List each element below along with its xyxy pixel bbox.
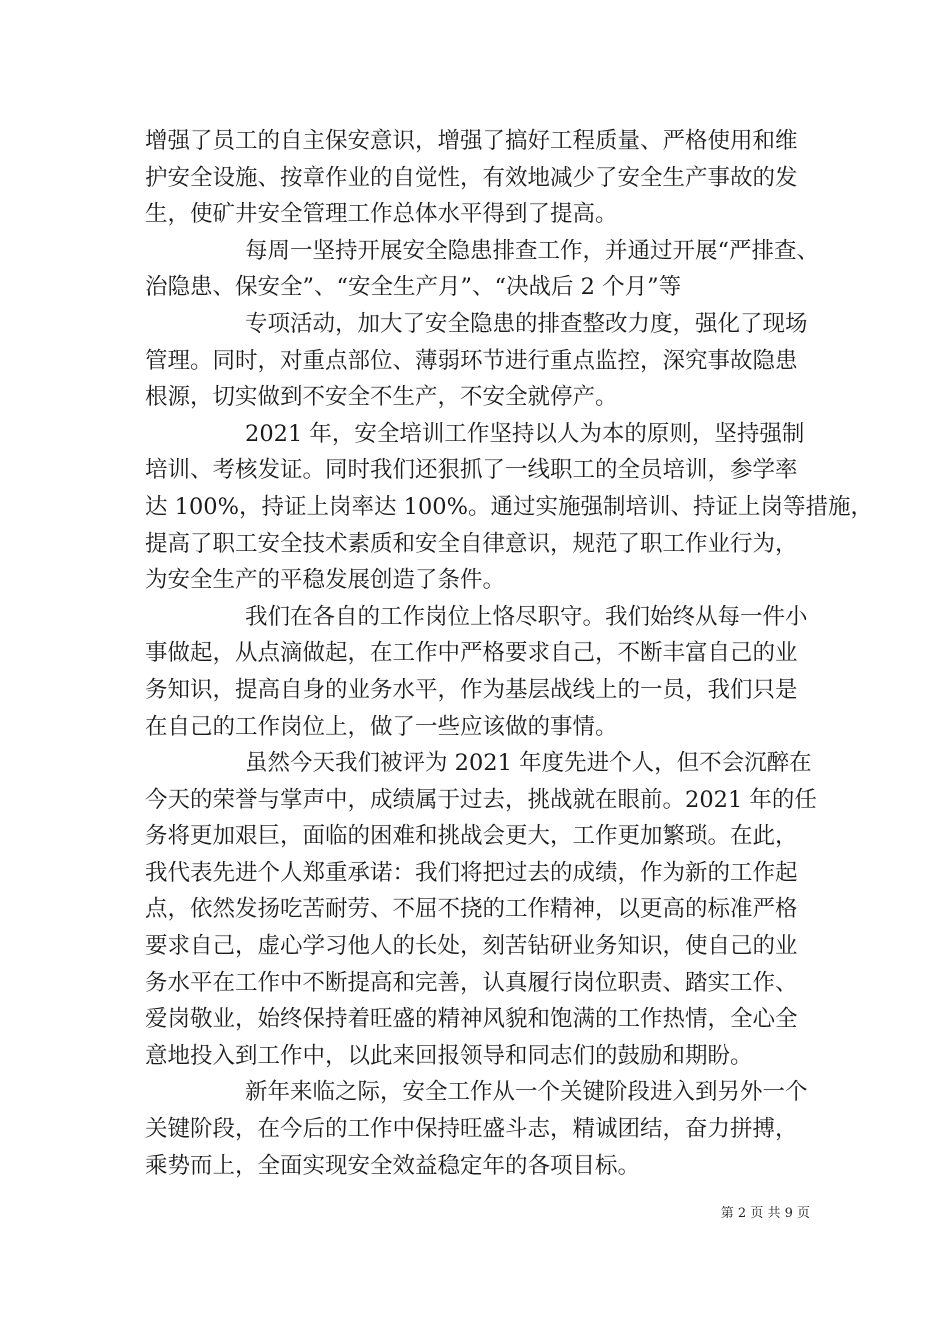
paragraph xyxy=(145,123,815,233)
paragraph xyxy=(145,1074,815,1184)
paragraph xyxy=(145,599,815,745)
text-line: 务将更加艰巨，面临的困难和挑战会更大，工作更加繁琐。在此， xyxy=(145,823,798,850)
text-line: 根源，切实做到不安全不生产，不安全就停产。 xyxy=(145,384,618,411)
text-line: 事做起，从点滴做起，在工作中严格要求自己，不断丰富自己的业 xyxy=(145,640,798,667)
text-line: 意地投入到工作中，以此来回报领导和同志们的鼓励和期盼。 xyxy=(145,1042,753,1069)
text-line: 提高了职工安全技术素质和安全自律意识，规范了职工作业行为， xyxy=(145,530,798,557)
text-line: 培训、考核发证。同时我们还狠抓了一线职工的全员培训，参学率 xyxy=(145,457,798,484)
text-line: 点，依然发扬吃苦耐劳、不屈不挠的工作精神，以更高的标准严格 xyxy=(145,896,798,923)
text-line: 每周一坚持开展安全隐患排查工作，并通过开展“严排查、 xyxy=(245,237,820,264)
text-line: 今天的荣誉与掌声中，成绩属于过去，挑战就在眼前。2021 年的任 xyxy=(145,786,817,813)
text-line: 我代表先进个人郑重承诺：我们将把过去的成绩，作为新的工作起 xyxy=(145,859,798,886)
text-line: 关键阶段，在今后的工作中保持旺盛斗志，精诚团结，奋力拼搏， xyxy=(145,1116,798,1143)
body-text xyxy=(145,123,873,1184)
text-line: 2021 年，安全培训工作坚持以人为本的原则，坚持强制 xyxy=(245,420,805,447)
text-line: 治隐患、保安全”、“安全生产月”、“决战后 2 个月”等 xyxy=(145,274,682,301)
text-line: 务知识，提高自身的业务水平，作为基层战线上的一员，我们只是 xyxy=(145,676,798,703)
text-line: 新年来临之际，安全工作从一个关键阶段进入到另外一个 xyxy=(245,1079,808,1106)
text-line: 生，使矿井安全管理工作总体水平得到了提高。 xyxy=(145,201,618,228)
text-line: 专项活动，加大了安全隐患的排查整改力度，强化了现场 xyxy=(245,310,808,337)
paragraph xyxy=(145,306,815,416)
paragraph xyxy=(145,416,873,599)
text-line: 达 100%，持证上岗率达 100%。通过实施强制培训、持证上岗等措施， xyxy=(145,493,873,520)
text-line: 虽然今天我们被评为 2021 年度先进个人，但不会沉醉在 xyxy=(245,750,812,777)
text-line: 乘势而上，全面实现安全效益稳定年的各项目标。 xyxy=(145,1152,641,1179)
text-line: 爱岗敬业，始终保持着旺盛的精神风貌和饱满的工作热情，全心全 xyxy=(145,1006,798,1033)
paragraph xyxy=(145,233,820,306)
text-line: 增强了员工的自主保安意识，增强了搞好工程质量、严格使用和维 xyxy=(145,128,798,154)
text-line: 我们在各自的工作岗位上恪尽职守。我们始终从每一件小 xyxy=(245,603,808,630)
page-number: 第 2 页 共 9 页 xyxy=(720,1206,810,1221)
text-line: 护安全设施、按章作业的自觉性，有效地减少了安全生产事故的发 xyxy=(145,164,798,191)
text-line: 管理。同时，对重点部位、薄弱环节进行重点监控，深究事故隐患 xyxy=(145,347,798,374)
text-line: 务水平在工作中不断提高和完善，认真履行岗位职责、踏实工作、 xyxy=(145,969,798,996)
paragraph xyxy=(145,745,815,1074)
text-line: 要求自己，虚心学习他人的长处，刻苦钻研业务知识，使自己的业 xyxy=(145,933,798,960)
text-line: 在自己的工作岗位上，做了一些应该做的事情。 xyxy=(145,713,618,740)
text-line: 为安全生产的平稳发展创造了条件。 xyxy=(145,567,506,594)
